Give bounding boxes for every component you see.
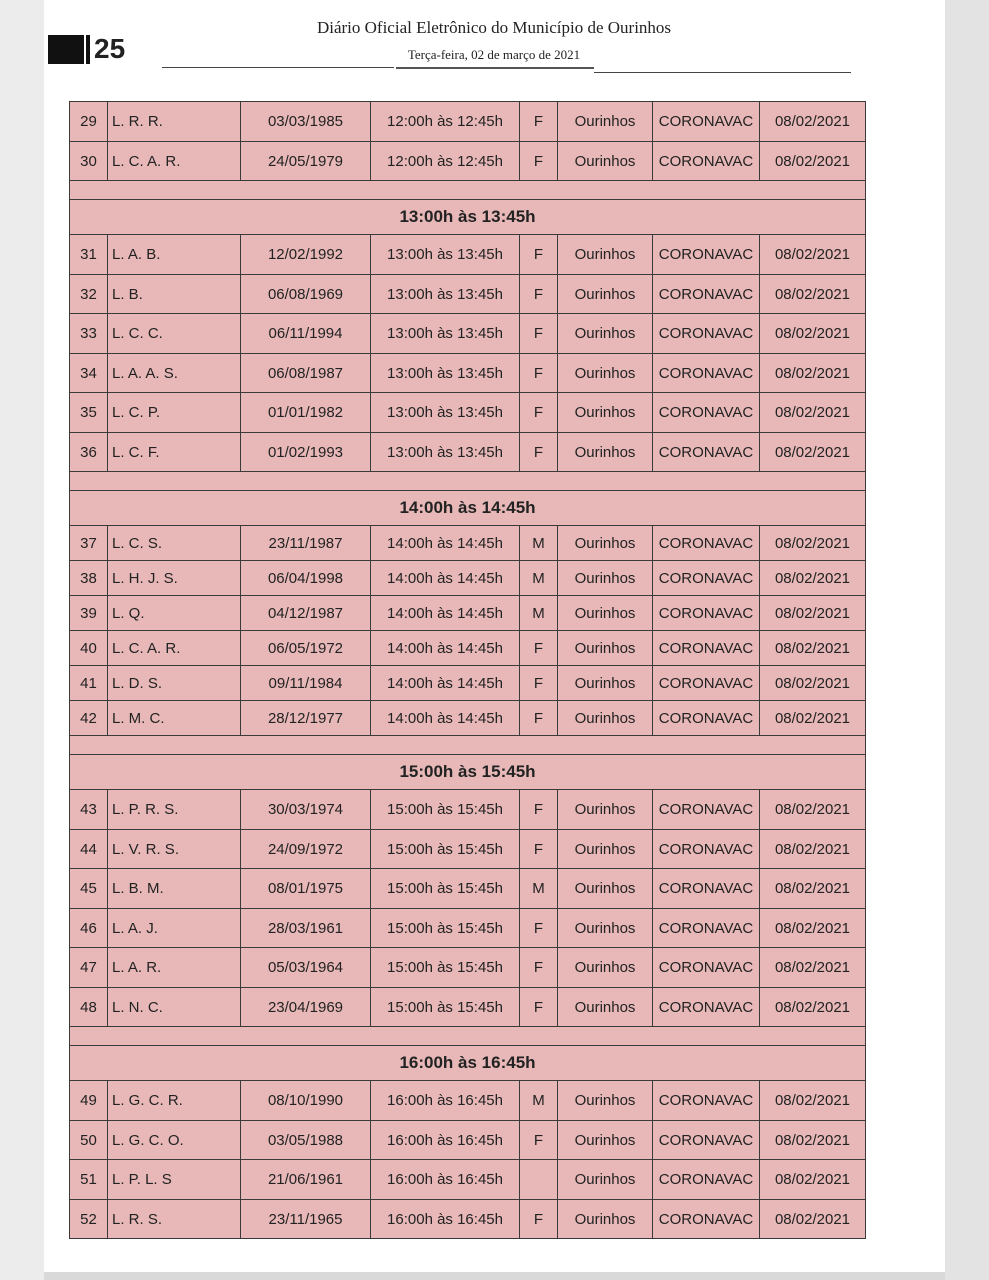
vaccination-date-cell: 08/02/2021 [760,235,866,275]
vaccination-date-cell: 08/02/2021 [760,314,866,354]
city-cell: Ourinhos [558,354,653,393]
group-spacer-row [70,736,866,755]
row-number-cell: 51 [70,1160,108,1200]
sex-cell: F [520,235,558,275]
table-row [70,354,866,393]
patient-initials-cell: L. G. C. O. [108,1121,241,1160]
group-spacer-row [70,1027,866,1046]
vaccination-date-cell: 08/02/2021 [760,869,866,909]
time-group-label: 13:00h às 13:45h [70,200,866,235]
time-slot-cell: 14:00h às 14:45h [371,596,520,631]
spacer-cell [70,1027,866,1046]
sex-cell: F [520,275,558,314]
time-slot-cell: 15:00h às 15:45h [371,909,520,948]
city-cell: Ourinhos [558,790,653,830]
vaccination-date-cell: 08/02/2021 [760,142,866,181]
time-slot-cell: 13:00h às 13:45h [371,433,520,472]
patient-initials-cell: L. C. S. [108,526,241,561]
vaccination-date-cell: 08/02/2021 [760,393,866,433]
patient-initials-cell: L. B. [108,275,241,314]
header-rule-left [162,67,394,68]
time-group-label: 16:00h às 16:45h [70,1046,866,1081]
city-cell: Ourinhos [558,393,653,433]
city-cell: Ourinhos [558,314,653,354]
vaccination-date-cell: 08/02/2021 [760,1081,866,1121]
city-cell: Ourinhos [558,235,653,275]
vaccination-date-cell: 08/02/2021 [760,1160,866,1200]
birth-date-cell: 06/08/1969 [241,275,371,314]
vaccine-cell: CORONAVAC [653,701,760,736]
time-slot-cell: 16:00h às 16:45h [371,1160,520,1200]
row-number-cell: 35 [70,393,108,433]
sex-cell: M [520,1081,558,1121]
vaccine-cell: CORONAVAC [653,869,760,909]
header-rule-right [594,72,851,73]
row-number-cell: 37 [70,526,108,561]
time-group-header [70,491,866,526]
birth-date-cell: 03/03/1985 [241,102,371,142]
vaccination-date-cell: 08/02/2021 [760,526,866,561]
table-row [70,631,866,666]
sex-cell: F [520,948,558,988]
vaccine-cell: CORONAVAC [653,393,760,433]
vaccination-date-cell: 08/02/2021 [760,631,866,666]
time-slot-cell: 14:00h às 14:45h [371,631,520,666]
row-number-cell: 39 [70,596,108,631]
vaccination-date-cell: 08/02/2021 [760,830,866,869]
vaccination-date-cell: 08/02/2021 [760,948,866,988]
patient-initials-cell: L. R. S. [108,1200,241,1239]
birth-date-cell: 06/05/1972 [241,631,371,666]
row-number-cell: 46 [70,909,108,948]
city-cell: Ourinhos [558,275,653,314]
vaccine-cell: CORONAVAC [653,235,760,275]
city-cell: Ourinhos [558,526,653,561]
city-cell: Ourinhos [558,596,653,631]
city-cell: Ourinhos [558,666,653,701]
sex-cell: F [520,102,558,142]
birth-date-cell: 23/04/1969 [241,988,371,1027]
row-number-cell: 52 [70,1200,108,1239]
row-number-cell: 30 [70,142,108,181]
time-slot-cell: 13:00h às 13:45h [371,275,520,314]
sex-cell: F [520,314,558,354]
time-slot-cell: 14:00h às 14:45h [371,526,520,561]
page-number-bar [86,35,90,64]
city-cell: Ourinhos [558,1121,653,1160]
table-row [70,909,866,948]
city-cell: Ourinhos [558,869,653,909]
vaccine-cell: CORONAVAC [653,988,760,1027]
vaccination-date-cell: 08/02/2021 [760,275,866,314]
birth-date-cell: 09/11/1984 [241,666,371,701]
sex-cell: M [520,526,558,561]
table-row [70,948,866,988]
table-row [70,314,866,354]
patient-initials-cell: L. M. C. [108,701,241,736]
table-row [70,596,866,631]
vaccine-cell: CORONAVAC [653,1160,760,1200]
city-cell: Ourinhos [558,433,653,472]
sex-cell: F [520,433,558,472]
patient-initials-cell: L. P. R. S. [108,790,241,830]
vaccine-cell: CORONAVAC [653,830,760,869]
table-row [70,666,866,701]
patient-initials-cell: L. A. A. S. [108,354,241,393]
sex-cell: F [520,666,558,701]
page-margin-bottom [44,1272,945,1280]
birth-date-cell: 04/12/1987 [241,596,371,631]
city-cell: Ourinhos [558,142,653,181]
table-row [70,830,866,869]
spacer-cell [70,736,866,755]
city-cell: Ourinhos [558,830,653,869]
birth-date-cell: 24/09/1972 [241,830,371,869]
vaccination-date-cell: 08/02/2021 [760,102,866,142]
vaccine-cell: CORONAVAC [653,1081,760,1121]
patient-initials-cell: L. A. J. [108,909,241,948]
page-number: 25 [94,33,126,64]
sex-cell: F [520,631,558,666]
vaccination-date-cell: 08/02/2021 [760,1200,866,1239]
table-row [70,1121,866,1160]
spacer-cell [70,472,866,491]
vaccination-date-cell: 08/02/2021 [760,433,866,472]
table-row [70,1160,866,1200]
vaccination-date-cell: 08/02/2021 [760,790,866,830]
birth-date-cell: 06/04/1998 [241,561,371,596]
publication-title: Diário Oficial Eletrônico do Município de Ourinhos [316,18,672,37]
time-group-label: 15:00h às 15:45h [70,755,866,790]
birth-date-cell: 08/10/1990 [241,1081,371,1121]
table-row [70,235,866,275]
row-number-cell: 34 [70,354,108,393]
time-slot-cell: 15:00h às 15:45h [371,830,520,869]
vaccine-cell: CORONAVAC [653,275,760,314]
sex-cell [520,1160,558,1200]
patient-initials-cell: L. G. C. R. [108,1081,241,1121]
vaccination-date-cell: 08/02/2021 [760,354,866,393]
city-cell: Ourinhos [558,988,653,1027]
patient-initials-cell: L. A. B. [108,235,241,275]
row-number-cell: 32 [70,275,108,314]
group-spacer-row [70,472,866,491]
vaccination-schedule-table [69,101,866,1239]
time-slot-cell: 12:00h às 12:45h [371,142,520,181]
city-cell: Ourinhos [558,631,653,666]
vaccination-date-cell: 08/02/2021 [760,909,866,948]
time-slot-cell: 14:00h às 14:45h [371,666,520,701]
vaccination-date-cell: 08/02/2021 [760,701,866,736]
patient-initials-cell: L. C. P. [108,393,241,433]
vaccine-cell: CORONAVAC [653,1121,760,1160]
row-number-cell: 41 [70,666,108,701]
time-slot-cell: 16:00h às 16:45h [371,1121,520,1160]
birth-date-cell: 03/05/1988 [241,1121,371,1160]
vaccine-cell: CORONAVAC [653,666,760,701]
birth-date-cell: 23/11/1987 [241,526,371,561]
vaccine-cell: CORONAVAC [653,909,760,948]
city-cell: Ourinhos [558,102,653,142]
table-row [70,988,866,1027]
sex-cell: M [520,596,558,631]
patient-initials-cell: L. V. R. S. [108,830,241,869]
time-slot-cell: 15:00h às 15:45h [371,869,520,909]
time-group-label: 14:00h às 14:45h [70,491,866,526]
table-row [70,526,866,561]
patient-initials-cell: L. D. S. [108,666,241,701]
row-number-cell: 50 [70,1121,108,1160]
time-slot-cell: 13:00h às 13:45h [371,354,520,393]
time-slot-cell: 15:00h às 15:45h [371,790,520,830]
city-cell: Ourinhos [558,1081,653,1121]
vaccine-cell: CORONAVAC [653,526,760,561]
city-cell: Ourinhos [558,561,653,596]
publication-date: Terça-feira, 02 de março de 2021 [407,47,581,62]
birth-date-cell: 28/03/1961 [241,909,371,948]
row-number-cell: 36 [70,433,108,472]
table-row [70,701,866,736]
vaccine-cell: CORONAVAC [653,433,760,472]
document-page [44,0,945,1272]
sex-cell: F [520,830,558,869]
time-slot-cell: 13:00h às 13:45h [371,393,520,433]
vaccine-cell: CORONAVAC [653,102,760,142]
sex-cell: M [520,869,558,909]
city-cell: Ourinhos [558,909,653,948]
table-row [70,433,866,472]
table-row [70,275,866,314]
city-cell: Ourinhos [558,948,653,988]
page-margin-right [945,0,989,1280]
vaccine-cell: CORONAVAC [653,314,760,354]
sex-cell: F [520,790,558,830]
row-number-cell: 42 [70,701,108,736]
birth-date-cell: 01/02/1993 [241,433,371,472]
patient-initials-cell: L. C. A. R. [108,631,241,666]
time-slot-cell: 14:00h às 14:45h [371,561,520,596]
time-slot-cell: 16:00h às 16:45h [371,1200,520,1239]
table-row [70,393,866,433]
group-spacer-row [70,181,866,200]
table-row [70,142,866,181]
row-number-cell: 47 [70,948,108,988]
time-group-header [70,755,866,790]
vaccine-cell: CORONAVAC [653,1200,760,1239]
vaccination-date-cell: 08/02/2021 [760,666,866,701]
birth-date-cell: 05/03/1964 [241,948,371,988]
vaccine-cell: CORONAVAC [653,948,760,988]
birth-date-cell: 06/11/1994 [241,314,371,354]
birth-date-cell: 12/02/1992 [241,235,371,275]
time-slot-cell: 14:00h às 14:45h [371,701,520,736]
patient-initials-cell: L. Q. [108,596,241,631]
vaccination-date-cell: 08/02/2021 [760,1121,866,1160]
vaccination-date-cell: 08/02/2021 [760,988,866,1027]
city-cell: Ourinhos [558,1160,653,1200]
vaccine-cell: CORONAVAC [653,561,760,596]
patient-initials-cell: L. N. C. [108,988,241,1027]
city-cell: Ourinhos [558,1200,653,1239]
sex-cell: F [520,354,558,393]
patient-initials-cell: L. C. F. [108,433,241,472]
birth-date-cell: 08/01/1975 [241,869,371,909]
time-group-header [70,1046,866,1081]
patient-initials-cell: L. B. M. [108,869,241,909]
time-slot-cell: 16:00h às 16:45h [371,1081,520,1121]
vaccine-cell: CORONAVAC [653,142,760,181]
row-number-cell: 45 [70,869,108,909]
row-number-cell: 43 [70,790,108,830]
row-number-cell: 49 [70,1081,108,1121]
birth-date-cell: 06/08/1987 [241,354,371,393]
row-number-cell: 40 [70,631,108,666]
patient-initials-cell: L. H. J. S. [108,561,241,596]
row-number-cell: 33 [70,314,108,354]
patient-initials-cell: L. C. A. R. [108,142,241,181]
row-number-cell: 31 [70,235,108,275]
birth-date-cell: 23/11/1965 [241,1200,371,1239]
time-slot-cell: 12:00h às 12:45h [371,102,520,142]
row-number-cell: 38 [70,561,108,596]
sex-cell: M [520,561,558,596]
birth-date-cell: 24/05/1979 [241,142,371,181]
birth-date-cell: 21/06/1961 [241,1160,371,1200]
sex-cell: F [520,701,558,736]
sex-cell: F [520,393,558,433]
row-number-cell: 44 [70,830,108,869]
sex-cell: F [520,1121,558,1160]
time-slot-cell: 15:00h às 15:45h [371,988,520,1027]
header-rule-date [396,67,594,69]
time-slot-cell: 13:00h às 13:45h [371,314,520,354]
vaccine-cell: CORONAVAC [653,596,760,631]
row-number-cell: 29 [70,102,108,142]
vaccine-cell: CORONAVAC [653,631,760,666]
table-row [70,1200,866,1239]
sex-cell: F [520,142,558,181]
vaccine-cell: CORONAVAC [653,790,760,830]
patient-initials-cell: L. A. R. [108,948,241,988]
sex-cell: F [520,1200,558,1239]
vaccination-date-cell: 08/02/2021 [760,561,866,596]
table-row [70,869,866,909]
birth-date-cell: 28/12/1977 [241,701,371,736]
vaccination-date-cell: 08/02/2021 [760,596,866,631]
table-row [70,102,866,142]
city-cell: Ourinhos [558,701,653,736]
time-group-header [70,200,866,235]
patient-initials-cell: L. R. R. [108,102,241,142]
spacer-cell [70,181,866,200]
patient-initials-cell: L. C. C. [108,314,241,354]
time-slot-cell: 13:00h às 13:45h [371,235,520,275]
row-number-cell: 48 [70,988,108,1027]
sex-cell: F [520,909,558,948]
patient-initials-cell: L. P. L. S [108,1160,241,1200]
birth-date-cell: 01/01/1982 [241,393,371,433]
table-row [70,561,866,596]
vaccine-cell: CORONAVAC [653,354,760,393]
birth-date-cell: 30/03/1974 [241,790,371,830]
table-row [70,1081,866,1121]
time-slot-cell: 15:00h às 15:45h [371,948,520,988]
page-number-block [48,35,84,64]
sex-cell: F [520,988,558,1027]
table-row [70,790,866,830]
